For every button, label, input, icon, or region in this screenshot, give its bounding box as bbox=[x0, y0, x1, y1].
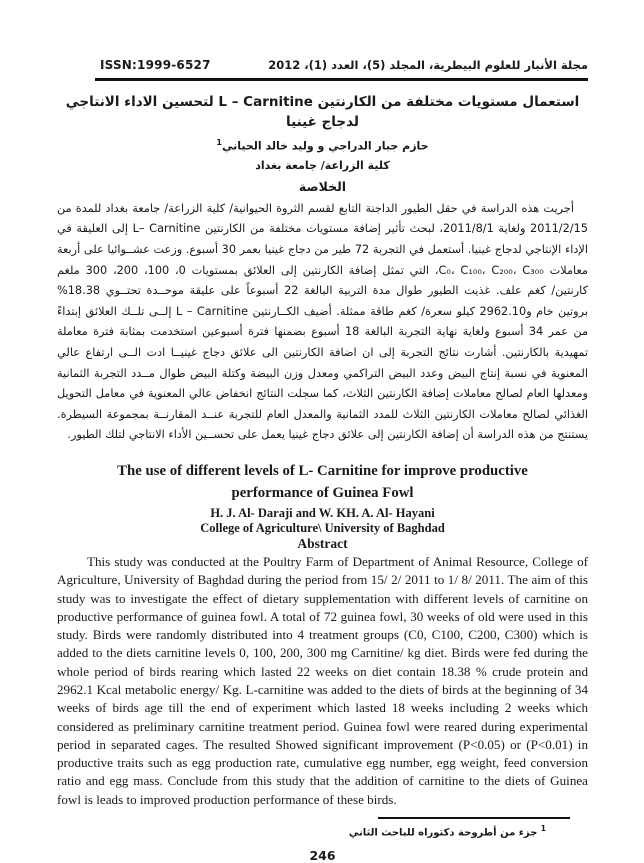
english-section bbox=[57, 460, 588, 809]
page-number: 246 bbox=[309, 848, 336, 863]
journal-header bbox=[95, 58, 588, 81]
english-abstract-heading: Abstract bbox=[297, 535, 348, 551]
arabic-abstract-heading: الخلاصة bbox=[298, 178, 347, 194]
arabic-authors-footnote-mark: 1 bbox=[216, 138, 222, 148]
issn-label: ISSN:1999-6527 bbox=[100, 58, 211, 72]
arabic-article-title: استعمال مستويات مختلفة من الكارنتين L – Carnitine لتحسين الاداء الانتاجي لدجاج غينيا bbox=[65, 94, 580, 130]
journal-name-arabic: مجلة الأنبار للعلوم البيطرية، المجلد (5)، العدد (1)، 2012 bbox=[268, 58, 588, 72]
footnote-separator-rule bbox=[378, 817, 570, 819]
english-article-title: The use of different levels of L- Carnitine for improve productive performance of Guinea Fowl bbox=[117, 462, 528, 501]
arabic-abstract-text: أجريت هذه الدراسة في حقل الطيور الداجنة التابع لقسم الثروة الحيوانية/ كلية الزراعة/ جامعة بغداد للمدة من 2011/2/15 ولغاية 2011/8/1، لبحث تأثير إضافة مستويات مختلفة من الكارنتين L– Carnitine إلى العليقة في الإداء الإنتاجي لدجاج غينيا. أستعمل في التجربة 72 طير من دجاج غينيا بعمر 30 أسبوع. وزعت عشــوائيا على أربعة معاملات C₀، C₁₀₀، C₂₀₀، C₃₀₀، التي تمثل إضافة الكارنتين إلى العلائق بمستويات 0، 100، 200، 300 ملغم كارنتين/ كغم علف. غذيت الطيور طوال مدة التربية البالغة 22 أسبوعاً على عليقة موحــدة تحتــوي 18.38% بروتين خام و2962.10 كيلو سعرة/ كغم طاقة ممثلة. أضيف الكــارنتين L – Carnitine إلــى تلــك العلائق إبتداءً من عمر 34 أسبوع ولغاية نهاية التجربة البالغة 18 أسبوع بضمنها فترة أسبوعين استخدمت بمثابة فترة معاملة تمهيدية بالكارنتين. أشارت نتائج التجربة إلى ان اضافة الكارنتين الى علائق دجاج غينيــا ادت الــى ارتفاع عالي المعنوية في نسبة إنتاج البيض وعدد البيض التراكمي ومعدل وزن البيضة وكتلة البيض طوال مــدد التجربة الثمانية ومعدلها العام لصالح معاملات إضافة الكارنتين الثلاث، كما سجلت النتائج انخفاض عالي المعنوية في معامل التحويل الغذائي لصالح معاملات الكارنتين الثلاث للمدد الثمانية والمعدل العام للتجربة عنــد المقارنــة بمجموعة السيطرة. يستنتج من هذه الدراسة أن إضافة الكارنتين إلى علائق دجاج غينيا يعمل على تحســين الأداء الانتاجي لتلك الطيور. bbox=[57, 201, 589, 442]
english-authors: H. J. Al- Daraji and W. KH. A. Al- Hayani bbox=[210, 505, 435, 520]
english-abstract-text: This study was conducted at the Poultry Farm of Department of Animal Resource, College of Agriculture, University of Baghdad during the period from 15/ 2/ 2011 to 1/ 8/ 2011. The aim of this study was to investigate the effect of dietary supplementation with different levels of carnitine on productive performance of guinea fowl. A total of 72 guinea fowl, 30 weeks of old were used in this study. Birds were randomly distributed into 4 treatment groups (C0, C100, C200, C300) which is added to the diets carnitine levels 0, 100, 200, 300 mg Carnitine/ kg diet. Birds were fed during the whole period of birds rearing which lasted 22 weeks on diet contain 18.38 % crude protein and 2962.1 Kcal metabolic energy/ Kg. L-carnitine was added to the diets of birds at the beginning of 34 weeks of birds age till the end of experiment which lasted 18 weeks including 2 weeks which considered as preliminary carnitine treatment period. Guinea fowl were reared during experimental period in separated cages. The resulted Showed significant improvement (P<0.05) or (P<0.01) in productive traits such as egg production rate, cumulative egg number, egg weight, feed conversion ratio and egg mass. Conclude from this study that the addition of carnitine to the diets of Guinea fowl is leads to improved production performance of these birds. bbox=[57, 553, 588, 807]
arabic-authors-names: حازم جبار الدراجي و وليد خالد الحياني bbox=[221, 139, 429, 153]
english-affiliation: College of Agriculture\ University of Baghdad bbox=[200, 520, 445, 535]
footnote-text-content: جزء من أطروحة دكتوراه للباحث الثاني bbox=[348, 827, 538, 839]
footnote bbox=[57, 824, 546, 838]
arabic-authors bbox=[57, 138, 588, 153]
arabic-affiliation: كلية الزراعة/ جامعة بغداد bbox=[255, 158, 390, 172]
footnote-mark: 1 bbox=[540, 824, 546, 834]
arabic-section bbox=[57, 93, 588, 446]
footnote-area bbox=[57, 817, 588, 838]
